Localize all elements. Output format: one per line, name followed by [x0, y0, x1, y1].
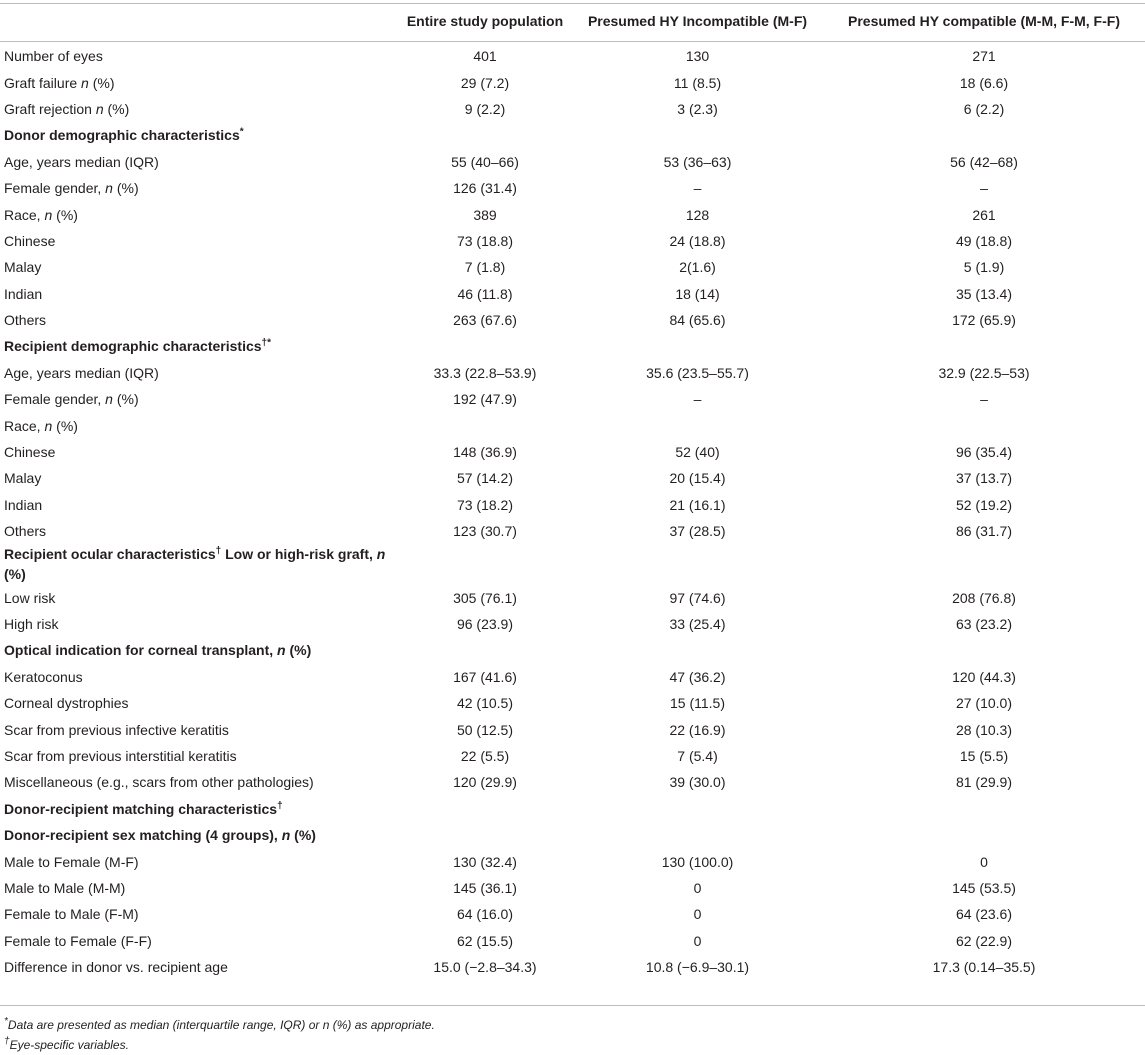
row-label-text: Number of eyes [4, 48, 103, 65]
section-row [0, 796, 1145, 822]
cell-entire-population [398, 544, 572, 584]
row-label [0, 716, 398, 742]
cell-hy-compatible: – [980, 180, 988, 197]
row-label-text: Scar from previous infective keratitis [4, 721, 229, 738]
row-label [0, 518, 398, 544]
row-label-text: High risk [4, 616, 59, 632]
row-label-text: Female gender, [4, 180, 106, 197]
row-label [0, 822, 398, 848]
cell-hy-incompatible: 128 [685, 206, 710, 223]
row-label-text: Male to Male (M-M) [4, 879, 126, 896]
n-symbol: n [81, 74, 89, 91]
cell-hy-compatible [823, 412, 1145, 438]
cell-entire-population: 263 (67.6) [453, 312, 517, 329]
table-row [0, 412, 1145, 438]
row-label-suffix: (%) [52, 417, 78, 434]
n-symbol: n [277, 642, 286, 659]
cell-hy-compatible: 145 (53.5) [952, 879, 1016, 896]
cell-hy-incompatible: – [693, 391, 702, 408]
table-row [0, 307, 1145, 333]
cell-hy-compatible: 17.3 (0.14–35.5) [932, 959, 1036, 976]
row-label [0, 228, 398, 254]
table-row [0, 281, 1145, 307]
table-row [0, 928, 1145, 954]
table-row [0, 492, 1145, 518]
cell-entire-population [398, 637, 572, 663]
cell-entire-population: 46 (11.8) [457, 285, 513, 302]
cell-hy-incompatible: 2(1.6) [679, 259, 716, 276]
table-row [0, 716, 1145, 742]
row-label-text: Race, [4, 206, 45, 223]
row-label-suffix: (%) [52, 206, 78, 223]
table-row [0, 901, 1145, 927]
cell-hy-compatible [823, 333, 1145, 359]
n-symbol: n [95, 100, 104, 117]
n-symbol: n [376, 546, 386, 563]
section-row [0, 544, 1145, 584]
row-label-text: Indian [4, 285, 43, 302]
row-label [0, 281, 398, 307]
cell-entire-population: 7 (1.8) [464, 259, 506, 276]
cell-hy-incompatible [572, 637, 823, 663]
row-label [0, 611, 398, 637]
cell-entire-population: 167 (41.6) [453, 668, 517, 685]
cell-hy-incompatible: 52 (40) [675, 444, 720, 461]
row-label-text: Recipient ocular characteristics [4, 546, 216, 563]
cell-hy-compatible: 81 (29.9) [955, 774, 1013, 791]
cell-hy-incompatible: 3 (2.3) [677, 100, 718, 117]
row-label [0, 149, 398, 175]
table-row [0, 584, 1145, 610]
table-row [0, 386, 1145, 412]
cell-hy-incompatible: 0 [693, 906, 702, 923]
cell-entire-population: 401 [473, 48, 497, 65]
row-label-text: Chinese [4, 444, 56, 461]
cell-entire-population [398, 796, 572, 822]
cell-entire-population: 130 (32.4) [453, 853, 517, 870]
row-label [0, 743, 398, 769]
row-label [0, 901, 398, 927]
table-row [0, 439, 1145, 465]
footnote-marker: † [215, 545, 222, 557]
row-label-text: Malay [4, 470, 42, 487]
cell-entire-population: 42 (10.5) [456, 695, 514, 712]
row-label [0, 637, 398, 663]
row-label-text: Female gender, [4, 391, 106, 408]
footnote-marker: † [277, 800, 283, 812]
table-row [0, 175, 1145, 201]
cell-hy-compatible: 62 (22.9) [955, 932, 1013, 949]
cell-entire-population [398, 333, 572, 359]
cell-entire-population: 305 (76.1) [453, 589, 517, 606]
row-label [0, 439, 398, 465]
row-label-suffix: (%) [290, 827, 316, 844]
row-label [0, 769, 398, 795]
cell-hy-incompatible: 11 (8.5) [673, 74, 722, 91]
cell-hy-incompatible: 10.8 (−6.9–30.1) [645, 959, 750, 976]
cell-hy-compatible: 5 (1.9) [963, 259, 1005, 276]
row-label-text: Keratoconus [4, 668, 83, 685]
cell-hy-incompatible: 35.6 (23.5–55.7) [646, 364, 749, 381]
row-label-text: Others [4, 523, 47, 540]
row-label-text: Male to Female (M-F) [4, 853, 139, 870]
cell-hy-incompatible [572, 822, 823, 848]
cell-entire-population: 15.0 (−2.8–34.3) [433, 959, 537, 976]
row-label-text: Age, years median (IQR) [4, 153, 159, 170]
row-label-text: Miscellaneous (e.g., scars from other pathologies) [4, 774, 314, 791]
cell-hy-incompatible: – [693, 180, 702, 197]
row-label-suffix: (%) [103, 100, 130, 117]
cell-hy-compatible: 52 (19.2) [955, 496, 1013, 513]
row-label-text: Others [4, 312, 47, 329]
header-row [0, 0, 1145, 43]
footnote-text: Eye-specific variables. [9, 1038, 129, 1052]
cell-entire-population: 50 (12.5) [456, 721, 514, 738]
footnote-marker: † [4, 1036, 10, 1047]
footnote [4, 1035, 435, 1055]
n-symbol: n [281, 827, 291, 844]
section-row [0, 333, 1145, 359]
row-label-text: Age, years median (IQR) [4, 364, 159, 381]
cell-hy-compatible [823, 822, 1145, 848]
row-label [0, 664, 398, 690]
cell-hy-compatible: 64 (23.6) [955, 906, 1013, 923]
row-label [0, 122, 398, 148]
table-row [0, 518, 1145, 544]
row-label [0, 584, 398, 610]
cell-hy-incompatible: 130 (100.0) [661, 853, 734, 870]
row-label [0, 386, 398, 412]
cell-hy-compatible: 18 (6.6) [959, 74, 1009, 91]
row-label-text: Donor-recipient matching characteristics [4, 800, 278, 817]
cell-hy-incompatible: 130 [685, 48, 710, 65]
cell-hy-compatible [823, 122, 1145, 148]
header-hy-incompatible: Presumed HY Incompatible (M-F) [587, 12, 808, 29]
cell-hy-compatible: 35 (13.4) [955, 285, 1013, 302]
cell-hy-incompatible [572, 544, 823, 584]
cell-hy-incompatible: 0 [693, 932, 702, 949]
row-label [0, 465, 398, 491]
table-row [0, 201, 1145, 227]
cell-hy-compatible: 37 (13.7) [955, 470, 1013, 487]
table-row [0, 769, 1145, 795]
cell-entire-population: 126 (31.4) [453, 180, 517, 197]
cell-entire-population: 64 (16.0) [456, 906, 514, 923]
cell-hy-compatible [823, 796, 1145, 822]
row-label [0, 544, 398, 584]
cell-hy-incompatible: 24 (18.8) [669, 232, 726, 249]
row-label [0, 848, 398, 874]
cell-hy-incompatible: 22 (16.9) [669, 721, 726, 738]
n-symbol: n [44, 417, 53, 434]
table-row [0, 465, 1145, 491]
cell-hy-incompatible [572, 796, 823, 822]
row-label-text: Graft rejection [4, 100, 96, 117]
cell-hy-incompatible: 0 [693, 879, 702, 896]
cell-hy-compatible: 49 (18.8) [955, 232, 1013, 249]
row-label-text: Race, [4, 417, 45, 434]
row-label-text: Low risk [4, 589, 56, 606]
footnote-marker: * [4, 1016, 8, 1027]
row-label-suffix: (%) [112, 180, 139, 197]
row-label-suffix: (%) [4, 566, 26, 583]
cell-hy-incompatible [572, 412, 823, 438]
row-label [0, 492, 398, 518]
cell-hy-incompatible: 15 (11.5) [670, 695, 725, 712]
row-label [0, 307, 398, 333]
row-label [0, 96, 398, 122]
table-row [0, 96, 1145, 122]
cell-hy-compatible: 271 [972, 48, 996, 65]
cell-entire-population: 120 (29.9) [453, 774, 517, 791]
row-label [0, 69, 398, 95]
cell-hy-compatible: 63 (23.2) [955, 616, 1013, 632]
cell-entire-population: 145 (36.1) [453, 879, 517, 896]
n-symbol: n [44, 206, 53, 223]
table-row [0, 149, 1145, 175]
n-symbol: n [105, 391, 113, 408]
cell-hy-compatible: 96 (35.4) [955, 444, 1013, 461]
cell-hy-incompatible: 18 (14) [675, 285, 720, 302]
cell-entire-population [398, 122, 572, 148]
row-label [0, 254, 398, 280]
row-label [0, 175, 398, 201]
row-label-text: Recipient demographic characteristics [4, 338, 262, 355]
footnote-marker: * [239, 126, 244, 138]
row-label-text: Corneal dystrophies [4, 695, 129, 712]
cell-hy-compatible [823, 544, 1145, 584]
table-row [0, 690, 1145, 716]
table-row [0, 360, 1145, 386]
row-label [0, 360, 398, 386]
section-row [0, 122, 1145, 148]
row-label-text: Female to Male (F-M) [4, 906, 139, 923]
row-label-text: Graft failure [4, 74, 82, 91]
cell-entire-population: 148 (36.9) [453, 444, 517, 461]
cell-hy-compatible: 172 (65.9) [952, 312, 1016, 329]
header-label-column [0, 0, 398, 43]
row-label-suffix: (%) [285, 642, 312, 659]
n-symbol: n [105, 180, 113, 197]
cell-entire-population: 22 (5.5) [460, 747, 510, 764]
table-row [0, 228, 1145, 254]
cell-hy-compatible: 15 (5.5) [959, 747, 1009, 764]
cell-hy-incompatible: 84 (65.6) [669, 312, 726, 329]
row-label-text: Donor-recipient sex matching (4 groups), [4, 827, 282, 844]
table-row [0, 954, 1145, 980]
cell-hy-compatible: 56 (42–68) [950, 153, 1018, 170]
row-label-text: Donor demographic characteristics [4, 127, 240, 144]
cell-hy-incompatible: 47 (36.2) [669, 668, 726, 685]
row-label [0, 954, 398, 980]
cell-hy-compatible: 120 (44.3) [952, 668, 1016, 685]
cell-hy-incompatible: 97 (74.6) [669, 589, 726, 606]
cell-entire-population: 192 (47.9) [453, 391, 517, 408]
cell-hy-incompatible: 53 (36–63) [663, 153, 732, 170]
row-label-text: Difference in donor vs. recipient age [4, 959, 228, 976]
cell-hy-compatible: 28 (10.3) [955, 721, 1013, 738]
section-row [0, 822, 1145, 848]
cell-entire-population: 73 (18.2) [456, 496, 514, 513]
cell-hy-incompatible: 7 (5.4) [677, 747, 718, 764]
table-row [0, 43, 1145, 69]
cell-entire-population: 389 [473, 206, 497, 223]
row-label-continuation: Low or high-risk graft, [221, 546, 377, 563]
cell-hy-compatible: 32.9 (22.5–53) [938, 364, 1030, 381]
cell-hy-incompatible [572, 122, 823, 148]
row-label-suffix: (%) [88, 74, 115, 91]
cell-hy-compatible: – [980, 391, 988, 408]
cell-entire-population: 55 (40–66) [451, 153, 519, 170]
cell-hy-incompatible: 37 (28.5) [669, 523, 726, 540]
cell-hy-compatible: 208 (76.8) [952, 589, 1016, 606]
cell-entire-population: 62 (15.5) [456, 932, 514, 949]
cell-entire-population: 9 (2.2) [464, 100, 506, 117]
row-label-suffix: (%) [112, 391, 139, 408]
row-label [0, 43, 398, 69]
row-label [0, 412, 398, 438]
row-label-text: Malay [4, 259, 42, 276]
cell-entire-population [398, 412, 572, 438]
cell-entire-population: 96 (23.9) [456, 616, 514, 632]
footnote-marker: †* [261, 337, 271, 349]
row-label-text: Optical indication for corneal transplant, [4, 642, 278, 659]
cell-hy-incompatible: 33 (25.4) [669, 616, 726, 632]
header-entire-population: Entire study population [406, 12, 564, 29]
cell-hy-compatible [823, 637, 1145, 663]
cell-hy-incompatible [572, 333, 823, 359]
header-hy-compatible: Presumed HY compatible (M-M, F-M, F-F) [848, 12, 1120, 29]
cell-entire-population: 33.3 (22.8–53.9) [433, 364, 537, 381]
cell-hy-incompatible: 20 (15.4) [669, 470, 726, 487]
cell-entire-population: 57 (14.2) [456, 470, 514, 487]
cell-entire-population [398, 822, 572, 848]
footnotes [4, 1015, 435, 1055]
cell-hy-incompatible: 39 (30.0) [669, 774, 726, 791]
table-row [0, 69, 1145, 95]
cell-hy-compatible: 0 [980, 853, 988, 870]
row-label [0, 928, 398, 954]
row-label [0, 201, 398, 227]
row-label [0, 875, 398, 901]
footnote-text: Data are presented as median (interquartile range, IQR) or n (%) as appropriate. [7, 1018, 435, 1032]
cell-hy-incompatible: 21 (16.1) [669, 496, 726, 513]
cell-hy-compatible: 261 [972, 206, 996, 223]
row-label [0, 796, 398, 822]
section-row [0, 637, 1145, 663]
table-body [0, 43, 1145, 980]
cell-hy-compatible: 27 (10.0) [955, 695, 1013, 712]
table-row [0, 254, 1145, 280]
cell-hy-compatible: 86 (31.7) [955, 523, 1013, 540]
table-row [0, 875, 1145, 901]
row-label-text: Scar from previous interstitial keratitis [4, 747, 237, 764]
table-row [0, 664, 1145, 690]
bottom-rule [0, 1005, 1145, 1006]
cell-hy-compatible: 6 (2.2) [963, 100, 1005, 117]
row-label [0, 690, 398, 716]
cell-entire-population: 73 (18.8) [456, 232, 514, 249]
cell-entire-population: 29 (7.2) [460, 74, 510, 91]
footnote [4, 1015, 435, 1035]
row-label [0, 333, 398, 359]
row-label-text: Indian [4, 496, 43, 513]
row-label-text: Chinese [4, 232, 56, 249]
table-row [0, 611, 1145, 637]
table-row [0, 743, 1145, 769]
table-row [0, 848, 1145, 874]
cell-entire-population: 123 (30.7) [453, 523, 517, 540]
row-label-text: Female to Female (F-F) [4, 932, 152, 949]
